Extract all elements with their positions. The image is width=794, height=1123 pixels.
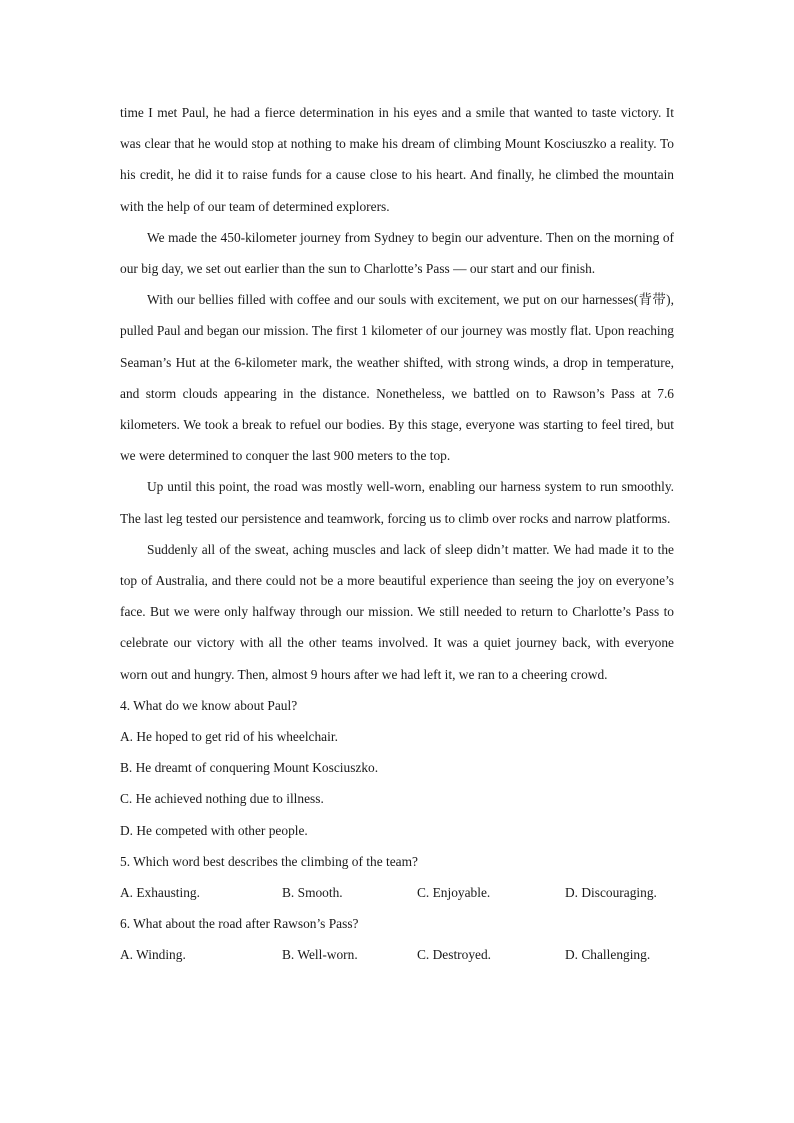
question-5-options (120, 877, 674, 908)
question-6-stem: 6. What about the road after Rawson’s Pass? (120, 916, 359, 932)
passage-paragraph-5: Suddenly all of the sweat, aching muscles and lack of sleep didn’t matter. We had made it to the top of Australia, and there could not be a more beautiful experience than seeing the joy on everyone’s face. But we were only halfway through our mission. We still needed to return to Charlotte’s Pass to celebrate our victory with all the other teams involved. It was a quiet journey back, with everyone worn out and hungry. Then, almost 9 hours after we had left it, we ran to a cheering crowd. (120, 541, 674, 682)
question-6-option-d: D. Challenging. (565, 947, 651, 963)
question-5 (120, 846, 674, 908)
question-6-option-a: A. Winding. (120, 947, 186, 963)
document-page (120, 97, 674, 971)
question-5-option-a: A. Exhausting. (120, 885, 200, 901)
question-5-option-b: B. Smooth. (282, 885, 343, 901)
question-6 (120, 908, 674, 970)
passage-paragraph-4: Up until this point, the road was mostly well-worn, enabling our harness system to run smoothly. The last leg tested our persistence and teamwork, forcing us to climb over rocks and narrow platforms. (120, 479, 674, 526)
question-4 (120, 690, 674, 846)
question-6-option-c: C. Destroyed. (417, 947, 492, 963)
passage-paragraph-1: time I met Paul, he had a fierce determination in his eyes and a smile that wanted to taste victory. It was clear that he would stop at nothing to make his dream of climbing Mount Kosciuszko a reality. To his credit, he did it to raise funds for a cause close to his heart. And finally, he climbed the mountain with the help of our team of determined explorers. (120, 105, 674, 214)
question-4-option-c: C. He achieved nothing due to illness. (120, 791, 324, 807)
question-6-option-b: B. Well-worn. (282, 947, 358, 963)
question-4-option-a: A. He hoped to get rid of his wheelchair. (120, 729, 338, 745)
question-5-stem: 5. Which word best describes the climbing of the team? (120, 853, 418, 869)
question-4-stem: 4. What do we know about Paul? (120, 697, 298, 713)
question-6-options (120, 939, 674, 970)
question-4-option-d: D. He competed with other people. (120, 822, 308, 838)
question-4-option-b: B. He dreamt of conquering Mount Kosciuszko. (120, 760, 379, 776)
question-5-option-c: C. Enjoyable. (417, 885, 491, 901)
passage-paragraph-3: With our bellies filled with coffee and our souls with excitement, we put on our harnesses(背带), pulled Paul and began our mission. The first 1 kilometer of our journey was mostly flat. Upon reaching Seaman’s Hut at the 6-kilometer mark, the weather shifted, with strong winds, a drop in temperature, and storm clouds appearing in the distance. Nonetheless, we battled on to Rawson’s Pass at 7.6 kilometers. We took a break to refuel our bodies. By this stage, everyone was starting to feel tired, but we were determined to conquer the last 900 meters to the top. (120, 292, 674, 464)
question-5-option-d: D. Discouraging. (565, 885, 657, 901)
passage-paragraph-2: We made the 450-kilometer journey from Sydney to begin our adventure. Then on the morning of our big day, we set out earlier than the sun to Charlotte’s Pass — our start and our finish. (120, 229, 674, 277)
